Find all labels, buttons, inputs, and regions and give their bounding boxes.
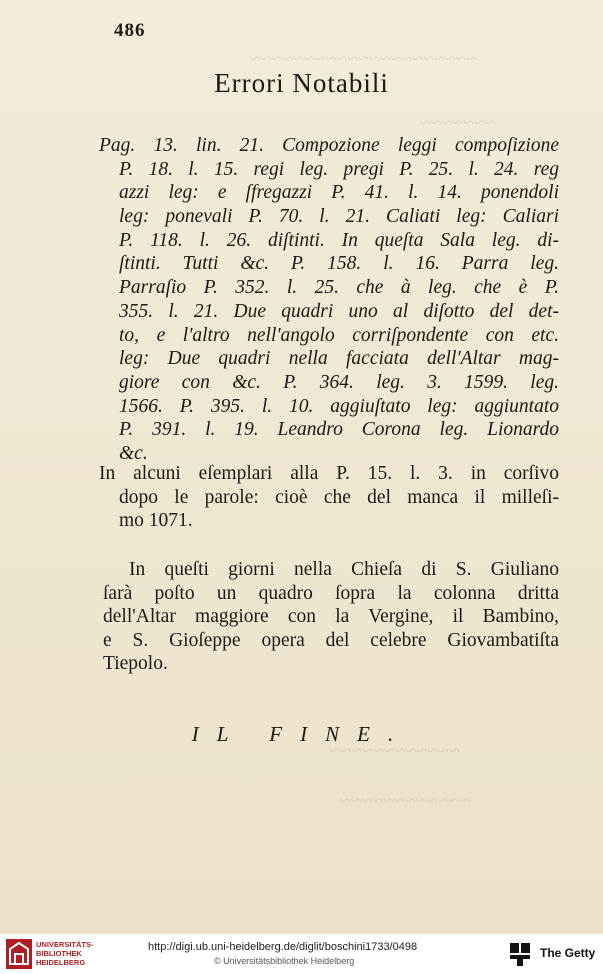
- copyright-text: © Universitätsbibliothek Heidelberg: [214, 956, 355, 966]
- bleed-through-text: ~~~~~~~~~~~~~~~~~~~~~: [250, 48, 478, 70]
- page-number: 486: [114, 20, 146, 41]
- errata-line: &c.: [119, 442, 148, 464]
- errata-line: 1566. P. 395. l. 10. aggiuſtato leg: aggiuntato: [119, 395, 559, 417]
- library-logo-text: UNIVERSITÄTS- BIBLIOTHEK HEIDELBERG: [36, 940, 94, 967]
- bleed-through-text: ~~~~~~~~~~~~: [330, 740, 460, 762]
- errata-note-line: mo 1071.: [119, 510, 193, 531]
- errata-line: 355. l. 21. Due quadri uno al diſotto del det-: [119, 300, 559, 322]
- getty-logo-icon: [508, 941, 532, 967]
- errata-note-block: [99, 462, 559, 533]
- errata-note-line: In alcuni eſemplari alla P. 15. l. 3. in corſivo: [99, 463, 559, 484]
- errata-line: to, e l'altro nell'angolo corriſpondente con etc.: [119, 324, 559, 346]
- errata-block: [99, 134, 559, 466]
- errata-note-line: dopo le parole: cioè che del manca il milleſi-: [119, 486, 559, 508]
- bleed-through-text: ~~~~~~~~~~~~: [340, 790, 470, 812]
- page-title: Errori Notabili: [214, 68, 389, 98]
- errata-line: P. 391. l. 19. Leandro Corona leg. Lionardo: [119, 419, 559, 441]
- notice-paragraph: [103, 558, 559, 676]
- notice-line: Tiepolo.: [103, 653, 168, 675]
- errata-line: Pag. 13. lin. 21. Compozione leggi compoſizione: [99, 135, 559, 156]
- errata-line: P. 118. l. 26. diſtinti. In queſta Sala leg. di-: [119, 229, 559, 251]
- closing-text: IL FINE.: [191, 722, 412, 746]
- notice-line: e S. Gioſeppe opera del celebre Giovambatiſta: [103, 629, 559, 651]
- footer-bar: [0, 934, 603, 974]
- errata-line: leg: Due quadri nella facciata dell'Altar mag-: [119, 348, 559, 370]
- errata-line: leg: ponevali P. 70. l. 21. Caliati leg: Caliari: [119, 206, 559, 228]
- errata-line: azzi leg: e ſfregazzi P. 41. l. 14. ponendoli: [119, 182, 559, 204]
- notice-line: In queſti giorni nella Chieſa di S. Giuliano: [129, 559, 559, 580]
- source-url-link[interactable]: http://digi.ub.uni-heidelberg.de/diglit/boschini1733/0498: [148, 941, 418, 953]
- notice-line: dell'Altar maggiore con la Vergine, il Bambino,: [103, 606, 559, 628]
- errata-line: ſtinti. Tutti &c. P. 158. l. 16. Parra leg.: [119, 253, 559, 275]
- heidelberg-library-logo-icon: [6, 939, 32, 969]
- errata-line: Parraſio P. 352. l. 25. che à leg. che è P.: [119, 277, 559, 299]
- errata-line: giore con &c. P. 364. leg. 3. 1599. leg.: [119, 371, 559, 393]
- getty-label: The Getty: [540, 946, 596, 960]
- errata-line: P. 18. l. 15. regi leg. pregi P. 25. l. 24. reg: [119, 158, 559, 180]
- bleed-through-text: ~~~~~~~: [420, 112, 496, 134]
- notice-line: ſarà poſto un quadro ſopra la colonna dritta: [103, 582, 559, 604]
